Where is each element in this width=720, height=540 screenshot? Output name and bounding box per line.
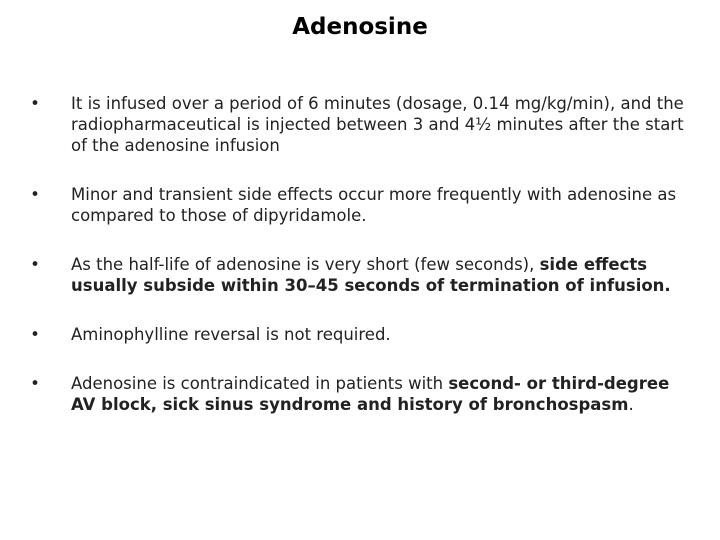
bullet-text-emphasis: second- or third-degree AV block, sick sinus syndrome and history of bronchospasm [71, 374, 670, 414]
bullet-text: It is infused over a period of 6 minutes (dosage, 0.14 mg/kg/min), and the radiopharmaceutical is injected between 3 and 4½ minutes after the start of the adenosine infusion [71, 94, 684, 155]
bullet-text: . [628, 395, 634, 414]
bullet-dot-icon: • [30, 185, 40, 204]
bullet-text: Aminophylline reversal is not required. [71, 325, 391, 344]
bullet-item-half-life [28, 254, 688, 296]
bullet-dot-icon: • [30, 325, 40, 344]
bullet-dot-icon: • [30, 94, 40, 113]
bullet-text: Minor and transient side effects occur more frequently with adenosine as compared to those of dipyridamole. [71, 185, 677, 225]
bullet-text: As the half-life of adenosine is very short (few seconds), [71, 255, 540, 274]
bullet-item-infusion [28, 93, 688, 156]
slide-title: Adenosine [292, 14, 428, 40]
bullet-dot-icon: • [30, 255, 40, 274]
bullet-item-aminophylline [28, 324, 688, 345]
bullet-text-emphasis: side effects usually subside within 30–45 seconds of termination of infusion. [71, 255, 671, 295]
bullet-text: Adenosine is contraindicated in patients with [71, 374, 449, 393]
bullet-dot-icon: • [30, 374, 40, 393]
bullet-item-side-effects [28, 184, 688, 226]
bullet-item-contraindications [28, 373, 688, 415]
bullet-list [28, 93, 688, 415]
